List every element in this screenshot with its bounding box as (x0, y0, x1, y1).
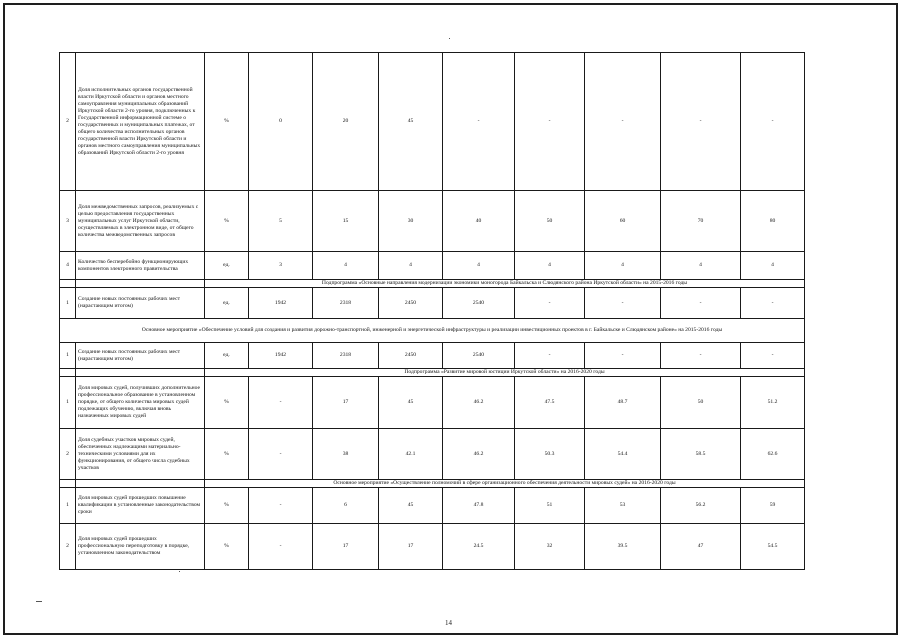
value-cell: 4 (661, 252, 741, 280)
value-cell: 17 (313, 524, 379, 570)
unit-cell: ед. (205, 252, 249, 280)
value-cell: - (515, 343, 585, 369)
table-row (60, 288, 805, 319)
row-number: 1 (60, 288, 76, 319)
value-cell: 42.1 (379, 429, 443, 480)
value-cell: 4 (585, 252, 661, 280)
table-row (60, 53, 805, 191)
indicator-name: Доля межведомственных запросов, реализуемых с целью предоставления государственных муниципальных услуг Иркутской области, осуществляемых в электронном виде, от общего количества межведомственных запросов (76, 191, 205, 252)
value-cell: 50 (515, 191, 585, 252)
section-row (60, 369, 805, 377)
value-cell: 30 (379, 191, 443, 252)
value-cell: - (661, 53, 741, 191)
value-cell: 56.2 (661, 488, 741, 524)
scan-mark (449, 38, 450, 39)
value-cell: 54.5 (741, 524, 805, 570)
table-row (60, 252, 805, 280)
value-cell: - (741, 288, 805, 319)
value-cell: 60 (585, 191, 661, 252)
value-cell: 4 (443, 252, 515, 280)
page-number: 14 (445, 619, 452, 627)
value-cell: 1942 (249, 288, 313, 319)
value-cell: 54.4 (585, 429, 661, 480)
value-cell: 45 (379, 53, 443, 191)
indicator-name: Доля исполнительных органов государственной власти Иркутской области и органов местного самоуправления муниципальных образований Иркутской области 2-го уровня, подключенных к Государственной информационной системе о государственных и муниципальных платежах, от общего количества исполнительных органов государственной власти Иркутской области и органов местного самоуправления муниципальных образований Иркутской области 2-го уровня (76, 53, 205, 191)
value-cell: 59 (741, 488, 805, 524)
value-cell: - (515, 288, 585, 319)
value-cell: 24.5 (443, 524, 515, 570)
value-cell: 2540 (443, 288, 515, 319)
section-heading: Основное мероприятие «Обеспечение условий для создания и развития дорожно-транспортной, инженерной и энергетической инфраструктуры и реализации инвестиционных проектов в г. Байкальске и Слюдянском районе» на 2015-2016 годы (60, 319, 805, 343)
value-cell: 45 (379, 488, 443, 524)
row-number: 1 (60, 377, 76, 429)
value-cell: 47.8 (443, 488, 515, 524)
value-cell: 51 (515, 488, 585, 524)
value-cell: - (741, 53, 805, 191)
section-heading: Подпрограмма «Основные направления модернизации экономики моногорода Байкальска и Слюдянского района Иркутской области» на 2015-2016 годы (205, 280, 805, 288)
row-number: 2 (60, 524, 76, 570)
row-number: 1 (60, 343, 76, 369)
section-heading: Подпрограмма «Развитие мировой юстиции Иркутской области» на 2016-2020 годы (205, 369, 805, 377)
value-cell: - (661, 343, 741, 369)
value-cell: 46.2 (443, 429, 515, 480)
unit-cell: % (205, 488, 249, 524)
indicator-name: Доля мировых судей, получивших дополнительное профессиональное образование в установленном порядке, от общего количества мировых судей подлежащих обучению, включая вновь назначенных мировых судей (76, 377, 205, 429)
value-cell: 4 (313, 252, 379, 280)
value-cell: 53 (585, 488, 661, 524)
unit-cell: % (205, 377, 249, 429)
value-cell: - (515, 53, 585, 191)
unit-cell: ед. (205, 343, 249, 369)
row-number: 1 (60, 488, 76, 524)
value-cell: 1942 (249, 343, 313, 369)
unit-cell: % (205, 524, 249, 570)
value-cell: 6 (313, 488, 379, 524)
value-cell: - (661, 288, 741, 319)
section-row (60, 319, 805, 343)
indicators-table (59, 52, 805, 570)
row-number: 4 (60, 252, 76, 280)
scan-mark (179, 571, 180, 572)
indicator-name: Доля мировых судей прошедших профессиональную переподготовку в порядке, установленном законодательством (76, 524, 205, 570)
value-cell: - (585, 53, 661, 191)
value-cell: 50 (661, 377, 741, 429)
indicator-name: Создание новых постоянных рабочих мест (нарастающим итогом) (76, 288, 205, 319)
table-row (60, 429, 805, 480)
value-cell: 32 (515, 524, 585, 570)
table-row (60, 377, 805, 429)
value-cell: 45 (379, 377, 443, 429)
value-cell: 47.5 (515, 377, 585, 429)
value-cell: 51.2 (741, 377, 805, 429)
value-cell: 17 (313, 377, 379, 429)
table-row (60, 488, 805, 524)
unit-cell: ед. (205, 288, 249, 319)
indicator-name: Доля мировых судей прошедших повышение квалификации в установленные законодательством сроки (76, 488, 205, 524)
value-cell: 47 (661, 524, 741, 570)
section-row (60, 280, 805, 288)
value-cell: 3 (249, 252, 313, 280)
value-cell: - (443, 53, 515, 191)
table-row (60, 524, 805, 570)
value-cell: 15 (313, 191, 379, 252)
row-number: 3 (60, 191, 76, 252)
value-cell: 4 (741, 252, 805, 280)
value-cell: 58.5 (661, 429, 741, 480)
value-cell: 2318 (313, 288, 379, 319)
unit-cell: % (205, 429, 249, 480)
value-cell: 0 (249, 53, 313, 191)
value-cell: 46.2 (443, 377, 515, 429)
value-cell: - (741, 343, 805, 369)
indicator-name: Создание новых постоянных рабочих мест (нарастающим итогом) (76, 343, 205, 369)
value-cell: 20 (313, 53, 379, 191)
indicator-name: Доля судебных участков мировых судей, обеспеченных надлежащими материально-техническими условиями для их функционирования, от общего числа судебных участков (76, 429, 205, 480)
value-cell: 39.5 (585, 524, 661, 570)
value-cell: 4 (379, 252, 443, 280)
value-cell: 2318 (313, 343, 379, 369)
value-cell: - (585, 343, 661, 369)
value-cell: 2450 (379, 343, 443, 369)
value-cell: 38 (313, 429, 379, 480)
value-cell: - (249, 429, 313, 480)
row-number: 2 (60, 53, 76, 191)
unit-cell: % (205, 191, 249, 252)
value-cell: 50.3 (515, 429, 585, 480)
value-cell: 48.7 (585, 377, 661, 429)
value-cell: 80 (741, 191, 805, 252)
value-cell: 5 (249, 191, 313, 252)
value-cell: - (249, 377, 313, 429)
section-row (60, 480, 805, 488)
section-heading: Основное мероприятие «Осуществление полномочий в сфере организационного обеспечения деятельности мировых судей» на 2016-2020 годы (205, 480, 805, 488)
value-cell: 70 (661, 191, 741, 252)
value-cell: - (249, 524, 313, 570)
value-cell: 17 (379, 524, 443, 570)
indicator-name: Количество бесперебойно функционирующих компонентов электронного правительства (76, 252, 205, 280)
value-cell: 4 (515, 252, 585, 280)
table-row (60, 191, 805, 252)
value-cell: - (249, 488, 313, 524)
value-cell: 2540 (443, 343, 515, 369)
value-cell: 40 (443, 191, 515, 252)
row-number: 2 (60, 429, 76, 480)
scan-mark (36, 601, 42, 602)
table-row (60, 343, 805, 369)
value-cell: - (585, 288, 661, 319)
value-cell: 2450 (379, 288, 443, 319)
unit-cell: % (205, 53, 249, 191)
value-cell: 62.6 (741, 429, 805, 480)
